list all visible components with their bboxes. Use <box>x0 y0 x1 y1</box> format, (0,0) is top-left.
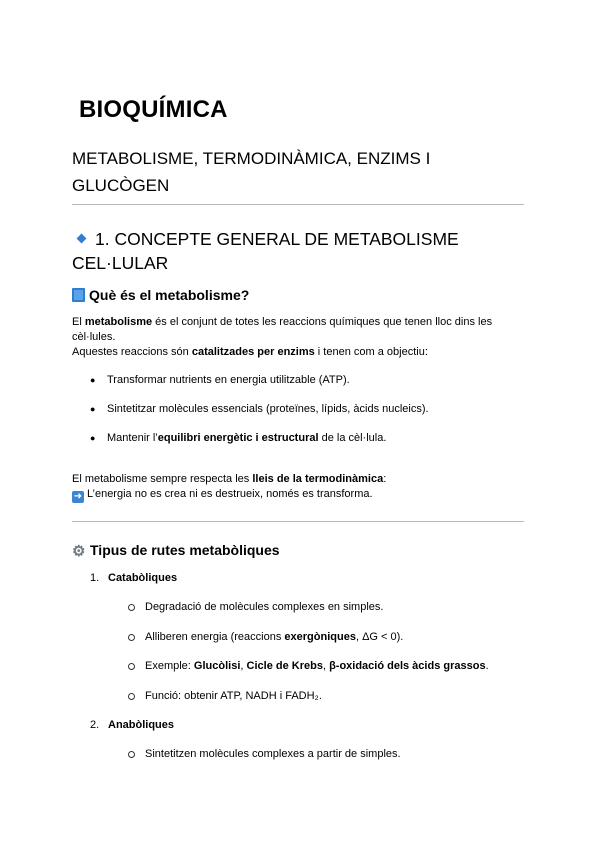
sub-list-item: Alliberen energia (reaccions exergòniques, ΔG < 0). <box>145 631 404 643</box>
sub-list-item: Funció: obtenir ATP, NADH i FADH₂. <box>145 690 322 702</box>
section-2-heading: ⚙ Tipus de rutes metabòliques <box>72 542 280 560</box>
paragraph-definition: El metabolisme és el conjunt de totes les reaccions químiques que tenen lloc dins les cèl·lules. Aquestes reaccions són catalitzades per enzims i tenen com a objectiu: <box>72 316 493 358</box>
document-subtitle: METABOLISME, TERMODINÀMICA, ENZIMS I GLUCÒGEN <box>72 149 431 195</box>
list-item-catabolic: Catabòliques <box>108 572 178 584</box>
circle-bullet <box>128 604 135 611</box>
bullet-marker: ● <box>90 404 96 414</box>
sub-list-item: Exemple: Glucòlisi, Cicle de Krebs, β-oxidació dels àcids grassos. <box>145 660 489 672</box>
document-title: BIOQUÍMICA <box>79 96 228 123</box>
paragraph-thermodynamics: El metabolisme sempre respecta les lleis de la termodinàmica: ➜ L’energia no es crea ni es destrueix, només es transforma. <box>72 473 387 502</box>
book-icon <box>72 288 85 302</box>
sub-list-item: Sintetitzen molècules complexes a partir de simples. <box>145 748 401 760</box>
list-item: Sintetitzar molècules essencials (proteïnes, lípids, àcids nucleics). <box>107 403 429 415</box>
divider <box>72 204 524 205</box>
list-item: Mantenir l’equilibri energètic i estructural de la cèl·lula. <box>107 432 387 444</box>
circle-bullet <box>128 663 135 670</box>
gear-icon: ⚙ <box>72 543 86 560</box>
circle-bullet <box>128 693 135 700</box>
bullet-marker: ● <box>90 433 96 443</box>
sub-list-item: Degradació de molècules complexes en simples. <box>145 601 384 613</box>
circle-bullet <box>128 634 135 641</box>
divider <box>72 521 524 522</box>
diamond-icon <box>77 234 87 244</box>
subheading-what-is-metabolism: Què és el metabolisme? <box>72 287 249 303</box>
bullet-marker: ● <box>90 375 96 385</box>
list-item-anabolic: Anabòliques <box>108 719 175 731</box>
arrow-right-icon: ➜ <box>73 491 83 502</box>
list-number: 2. <box>90 719 100 731</box>
list-number: 1. <box>90 572 100 584</box>
section-1-heading: 1. CONCEPTE GENERAL DE METABOLISME CEL·LULAR <box>72 229 459 273</box>
list-item: Transformar nutrients en energia utilitzable (ATP). <box>107 374 350 386</box>
circle-bullet <box>128 751 135 758</box>
